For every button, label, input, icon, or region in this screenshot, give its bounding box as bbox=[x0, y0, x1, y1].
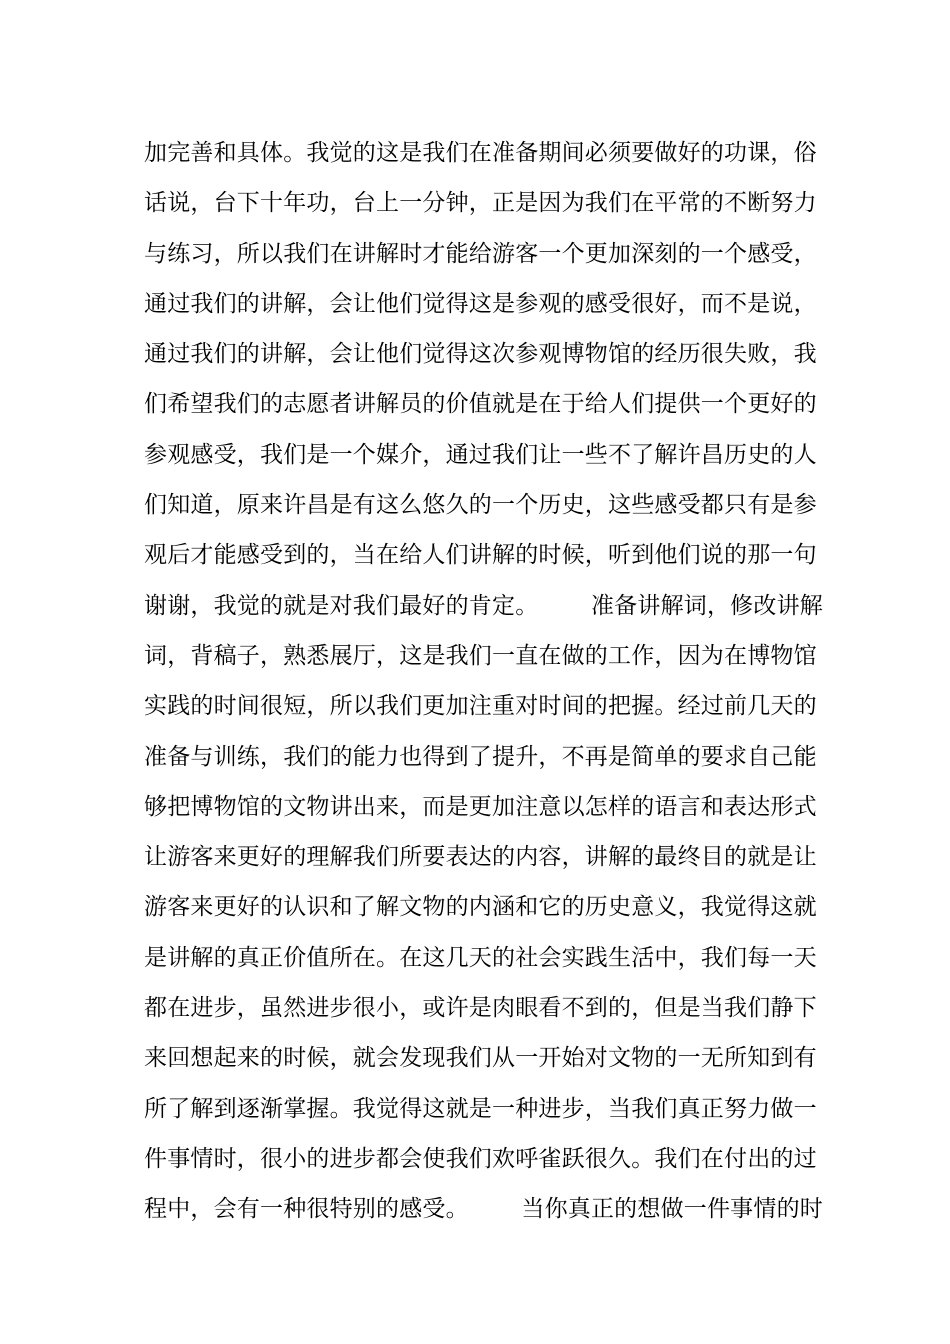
text-line: 够把博物馆的文物讲出来，而是更加注意以怎样的语言和表达形式 bbox=[144, 793, 817, 820]
text-line: 游客来更好的认识和了解文物的内涵和它的历史意义，我觉得这就 bbox=[144, 894, 817, 921]
text-line: 加完善和具体。我觉的这是我们在准备期间必须要做好的功课，俗 bbox=[144, 140, 817, 166]
text-line: 让游客来更好的理解我们所要表达的内容，讲解的最终目的就是让 bbox=[144, 844, 817, 871]
text-line: 通过我们的讲解，会让他们觉得这是参观的感受很好，而不是说， bbox=[144, 290, 817, 317]
text-line: 都在进步，虽然进步很小，或许是肉眼看不到的，但是当我们静下 bbox=[144, 995, 817, 1022]
text-line: 是讲解的真正价值所在。在这几天的社会实践生活中，我们每一天 bbox=[144, 944, 817, 971]
text-line: 通过我们的讲解，会让他们觉得这次参观博物馆的经历很失败，我 bbox=[144, 341, 817, 368]
text-line: 观后才能感受到的，当在给人们讲解的时候，听到他们说的那一句 bbox=[144, 542, 817, 569]
text-line: 话说，台下十年功，台上一分钟，正是因为我们在平常的不断努力 bbox=[144, 190, 817, 217]
text-line: 准备与训练，我们的能力也得到了提升，不再是简单的要求自己能 bbox=[144, 743, 817, 770]
text-line: 实践的时间很短，所以我们更加注重对时间的把握。经过前几天的 bbox=[144, 693, 817, 720]
text-line: 与练习，所以我们在讲解时才能给游客一个更加深刻的一个感受， bbox=[144, 240, 817, 267]
text-line: 们希望我们的志愿者讲解员的价值就是在于给人们提供一个更好的 bbox=[144, 391, 817, 418]
text-line: 们知道，原来许昌是有这么悠久的一个历史，这些感受都只有是参 bbox=[144, 492, 817, 519]
text-line: 件事情时，很小的进步都会使我们欢呼雀跃很久。我们在付出的过 bbox=[144, 1145, 817, 1172]
text-line: 参观感受，我们是一个媒介，通过我们让一些不了解许昌历史的人 bbox=[144, 441, 817, 468]
text-line: 词，背稿子，熟悉展厅，这是我们一直在做的工作，因为在博物馆 bbox=[144, 642, 817, 669]
text-line: 所了解到逐渐掌握。我觉得这就是一种进步，当我们真正努力做一 bbox=[144, 1095, 817, 1122]
text-line: 程中，会有一种很特别的感受。 当你真正的想做一件事情的时 bbox=[144, 1196, 823, 1223]
text-line: 谢谢，我觉的就是对我们最好的肯定。 准备讲解词，修改讲解 bbox=[144, 592, 823, 619]
text-line: 来回想起来的时候，就会发现我们从一开始对文物的一无所知到有 bbox=[144, 1045, 817, 1072]
body-text bbox=[144, 128, 823, 1235]
